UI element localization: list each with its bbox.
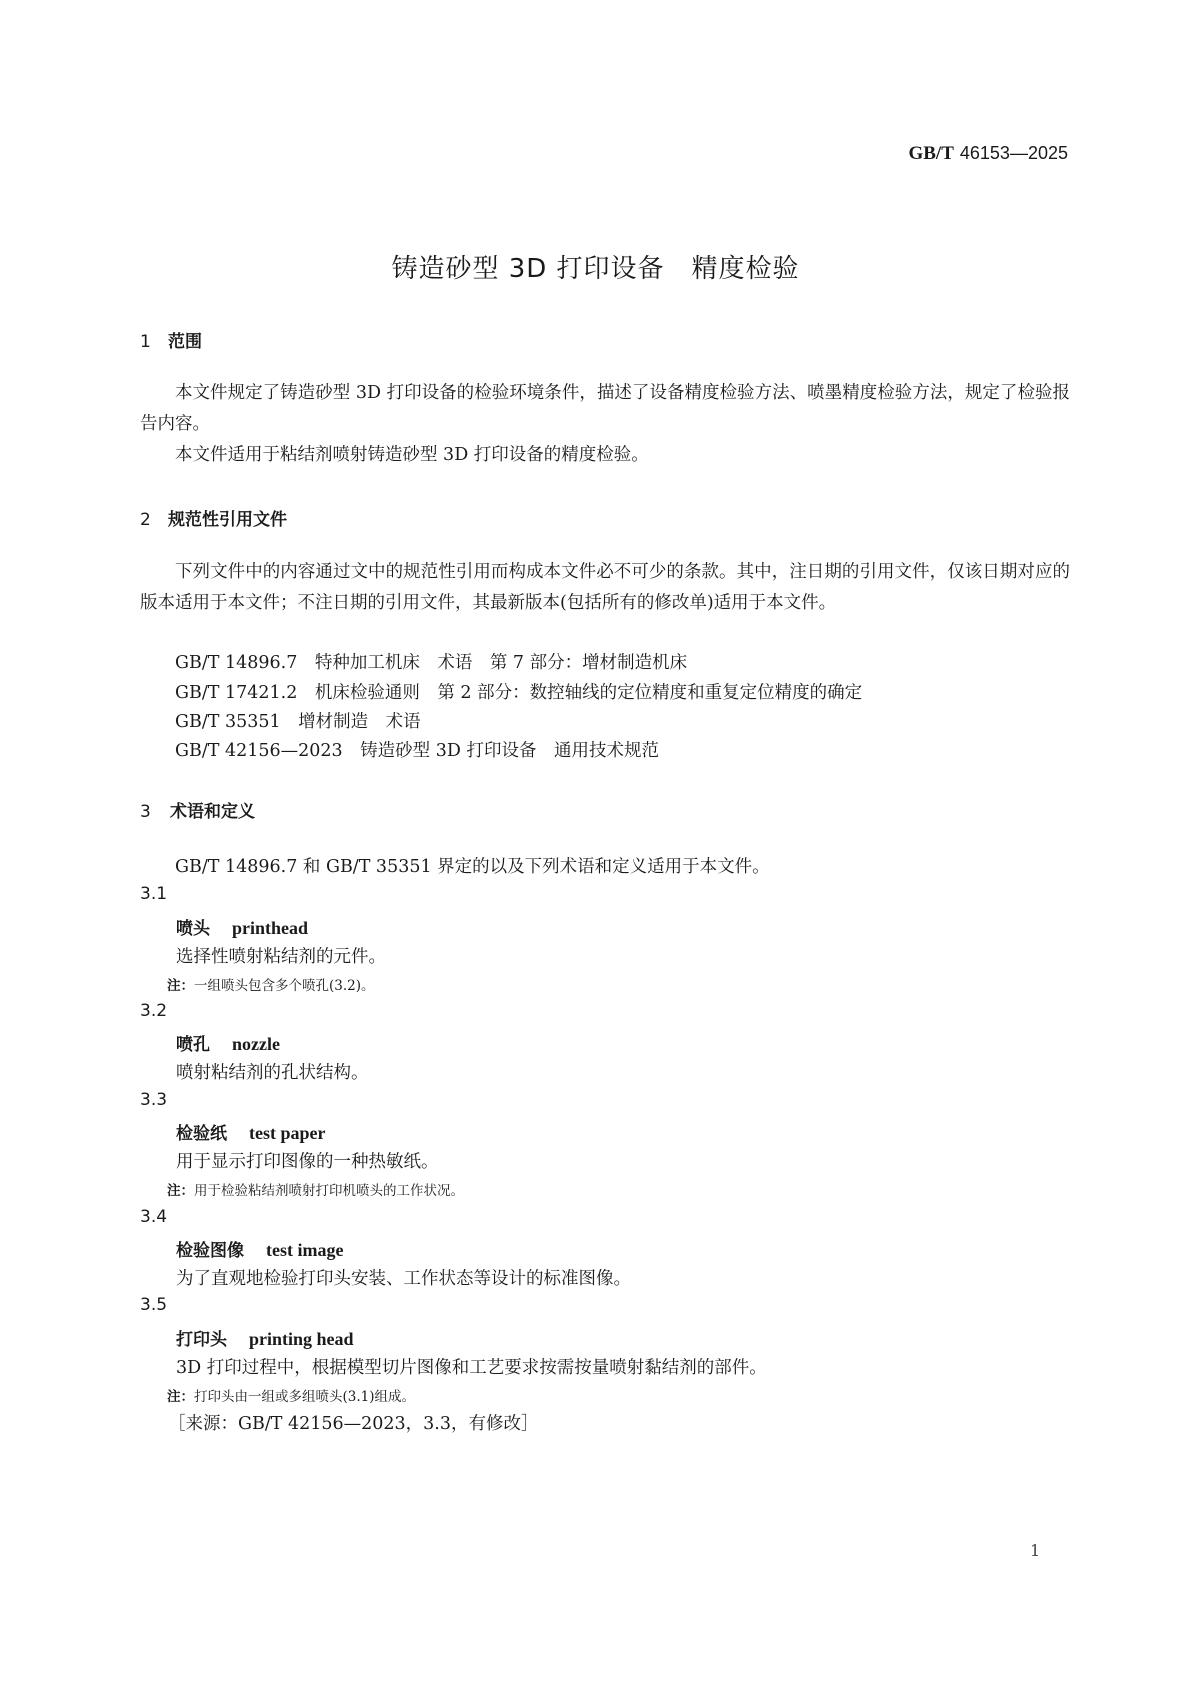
standard-code: 46153—2025 [959,143,1068,163]
standard-prefix: GB/T [908,143,954,164]
section-title: 规范性引用文件 [168,510,287,530]
term-heading [176,1030,280,1055]
term-note [167,1385,415,1405]
section-title: 范围 [168,332,202,352]
paragraph: 下列文件中的内容通过文中的规范性引用而构成本文件必不可少的条款。其中，注日期的引用文件，仅该日期对应的版本适用于本文件；不注日期的引用文件，其最新版本(包括所有的修改单)适用于本文件。 [140,562,1070,613]
term-note [167,974,375,994]
term-definition: 喷射粘结剂的孔状结构。 [176,1063,369,1083]
reference-item: GB/T 17421.2 机床检验通则 第 2 部分：数控轴线的定位精度和重复定位精度的确定 [175,683,863,703]
term-zh: 打印头 [176,1330,227,1350]
scope-body [140,378,1070,471]
term-number: 3.5 [140,1295,168,1315]
section-title: 术语和定义 [170,802,255,822]
section-heading-scope [140,327,202,352]
note-label: 注： [167,978,194,994]
term-zh: 检验纸 [176,1124,227,1144]
note-label: 注： [167,1389,194,1405]
term-number: 3.1 [140,884,168,904]
reference-item: GB/T 42156—2023 铸造砂型 3D 打印设备 通用技术规范 [175,741,659,761]
term-number: 3.3 [140,1090,168,1110]
term-definition: 用于显示打印图像的一种热敏纸。 [176,1152,439,1172]
note-text: 用于检验粘结剂喷射打印机喷头的工作状况。 [194,1183,464,1199]
term-heading [176,1236,343,1261]
terms-intro: GB/T 14896.7 和 GB/T 35351 界定的以及下列术语和定义适用于本文件。 [175,857,770,877]
term-heading [176,1325,354,1350]
standard-number [908,143,1068,165]
term-heading [176,1119,325,1144]
term-zh: 喷孔 [176,1035,210,1055]
section-number: 2 [140,510,151,530]
document-title: 铸造砂型 3D 打印设备 精度检验 [391,254,800,284]
page-number: 1 [1030,1541,1041,1560]
term-en: printhead [232,918,309,938]
paragraph: 本文件规定了铸造砂型 3D 打印设备的检验环境条件，描述了设备精度检验方法、喷墨精度检验方法，规定了检验报告内容。 [140,383,1070,434]
section-number: 3 [140,802,151,822]
term-source: ［来源：GB/T 42156—2023，3.3，有修改］ [168,1414,539,1434]
term-zh: 检验图像 [176,1241,244,1261]
term-number: 3.4 [140,1207,168,1227]
reference-item: GB/T 14896.7 特种加工机床 术语 第 7 部分：增材制造机床 [175,653,688,673]
normative-references-body [140,557,1070,619]
term-definition: 为了直观地检验打印头安装、工作状态等设计的标准图像。 [176,1269,631,1289]
term-zh: 喷头 [176,919,210,939]
term-definition: 3D 打印过程中，根据模型切片图像和工艺要求按需按量喷射黏结剂的部件。 [176,1358,767,1378]
term-number: 3.2 [140,1001,168,1021]
section-number: 1 [140,332,151,352]
term-heading [176,914,308,939]
section-heading-normative-references [140,505,287,530]
note-text: 打印头由一组或多组喷头(3.1)组成。 [194,1389,416,1405]
term-en: test image [266,1240,344,1260]
term-en: nozzle [232,1034,280,1054]
note-label: 注： [167,1183,194,1199]
note-text: 一组喷头包含多个喷孔(3.2)。 [194,978,375,994]
reference-item: GB/T 35351 增材制造 术语 [175,712,421,732]
term-en: printing head [249,1329,354,1349]
term-note [167,1179,464,1199]
term-en: test paper [249,1123,326,1143]
paragraph: 本文件适用于粘结剂喷射铸造砂型 3D 打印设备的精度检验。 [175,445,649,465]
section-heading-terms-definitions [140,797,255,822]
term-definition: 选择性喷射粘结剂的元件。 [176,947,386,967]
